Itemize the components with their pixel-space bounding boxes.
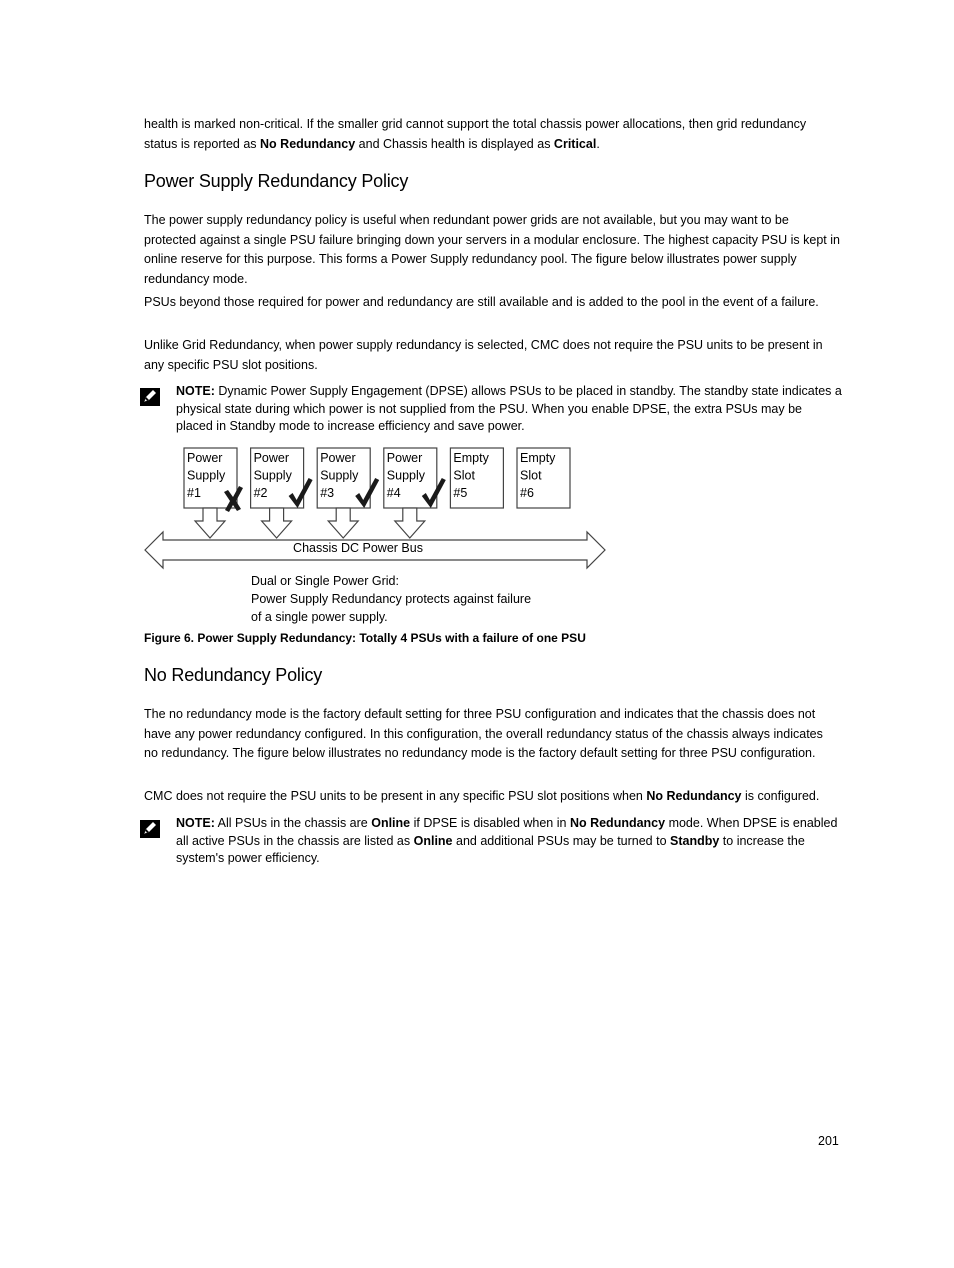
- psu-connector-arrow: [395, 508, 425, 538]
- psu-slot-5: [450, 448, 503, 508]
- section2-note: NOTE: All PSUs in the chassis are Online if DPSE is disabled when in No Redundancy mode. When DPSE is enabled all active PSUs in the chassis are listed as Online and additional PSUs may be turned to Standby to increase the system's power efficiency.: [176, 816, 838, 865]
- term-standby: Standby: [670, 833, 720, 848]
- psu-slot-label: #3: [320, 486, 335, 500]
- intro-paragraph: health is marked non-critical. If the smaller grid cannot support the total chassis power allocations, then grid redundancy status is reported as No Redundancy and Chassis health is displayed as Critical.: [144, 117, 807, 151]
- section1-paragraph-3: Unlike Grid Redundancy, when power supply redundancy is selected, CMC does not require the PSU units to be present in any specific PSU slot positions.: [144, 338, 823, 372]
- note-label: NOTE:: [176, 384, 215, 398]
- section1-note: NOTE: Dynamic Power Supply Engagement (DPSE) allows PSUs to be placed in standby. The standby state indicates a physical state during which power is not supplied from the PSU. When you enable DPSE, the extra PSUs may be placed in Standby mode to increase efficiency and save power.: [176, 384, 842, 433]
- psu-slot-label: Power: [253, 451, 290, 465]
- psu-slot-1: [184, 448, 243, 538]
- psu-connector-arrow: [262, 508, 292, 538]
- psu-slot-label: #1: [187, 486, 201, 500]
- section1-paragraph-1: The power supply redundancy policy is useful when redundant power grids are not available, but you may want to be protected against a single PSU failure bringing down your servers in a modular enclosure. The highest capacity PSU is kept in online reserve for this purpose. This forms a Power Supply redundancy pool. The figure below illustrates power supply redundancy mode.: [144, 213, 840, 286]
- term-critical: Critical: [553, 136, 597, 151]
- bus-label: Chassis DC Power Bus: [293, 541, 423, 555]
- note-pencil-icon: [140, 820, 160, 838]
- psu-connector-arrow: [328, 508, 358, 538]
- psu-slot-label: Supply: [253, 468, 292, 483]
- psu-slot-label: Power: [187, 451, 223, 465]
- power-supply-redundancy-diagram: [140, 440, 610, 630]
- psu-slot-4: [384, 448, 446, 538]
- psu-slot-label: Supply: [320, 468, 359, 483]
- psu-slot-label: #5: [453, 486, 468, 500]
- psu-slot-label: Slot: [520, 468, 542, 483]
- term-online: Online: [371, 816, 411, 830]
- term-online: Online: [413, 833, 453, 848]
- term-no-redundancy: No Redundancy: [569, 816, 666, 830]
- psu-slot-3: [317, 448, 379, 538]
- figure-desc-line-2: Power Supply Redundancy protects against failure: [251, 592, 532, 606]
- figure-desc-line-1: Dual or Single Power Grid:: [251, 574, 399, 588]
- note-pencil-icon: [140, 388, 160, 406]
- psu-connector-arrow: [195, 508, 225, 538]
- psu-slot-2: [251, 448, 313, 538]
- psu-slot-label: Supply: [386, 468, 426, 483]
- term-no-redundancy: No Redundancy: [260, 136, 356, 151]
- section2-paragraph-1: The no redundancy mode is the factory default setting for three PSU configuration and indicates that the chassis does not have any power redundancy configured. In this configuration, the overall redundancy status of the chassis always indicates no redundancy. The figure below illustrates no redundancy mode is the factory default setting for three PSU configuration.: [144, 707, 823, 760]
- section2-paragraph-2: CMC does not require the PSU units to be present in any specific PSU slot positions when No Redundancy is configured.: [144, 789, 820, 803]
- term-no-redundancy: No Redundancy: [646, 789, 742, 803]
- section1-paragraph-2: PSUs beyond those required for power and redundancy are still available and is added to the pool in the event of a failure.: [144, 295, 819, 309]
- page-number: 201: [818, 1134, 839, 1148]
- figure-caption: Figure 6. Power Supply Redundancy: Totally 4 PSUs with a failure of one PSU: [144, 631, 586, 645]
- psu-slot-label: Empty: [453, 451, 489, 465]
- psu-slot-label: #4: [386, 486, 401, 500]
- psu-slot-label: #6: [520, 486, 534, 500]
- psu-slot-label: Power: [320, 451, 356, 465]
- figure-desc-line-3: of a single power supply.: [251, 610, 388, 624]
- psu-slot-label: Power: [386, 451, 423, 465]
- note-label: NOTE:: [176, 816, 215, 830]
- section-heading-power-supply-redundancy: Power Supply Redundancy Policy: [144, 171, 409, 191]
- psu-slot-label: Empty: [520, 451, 556, 465]
- psu-slot-label: Slot: [453, 468, 475, 483]
- psu-slot-label: #2: [253, 486, 268, 500]
- psu-slot-label: Supply: [187, 468, 226, 483]
- section-heading-no-redundancy: No Redundancy Policy: [144, 665, 323, 685]
- psu-slot-6: [517, 448, 570, 508]
